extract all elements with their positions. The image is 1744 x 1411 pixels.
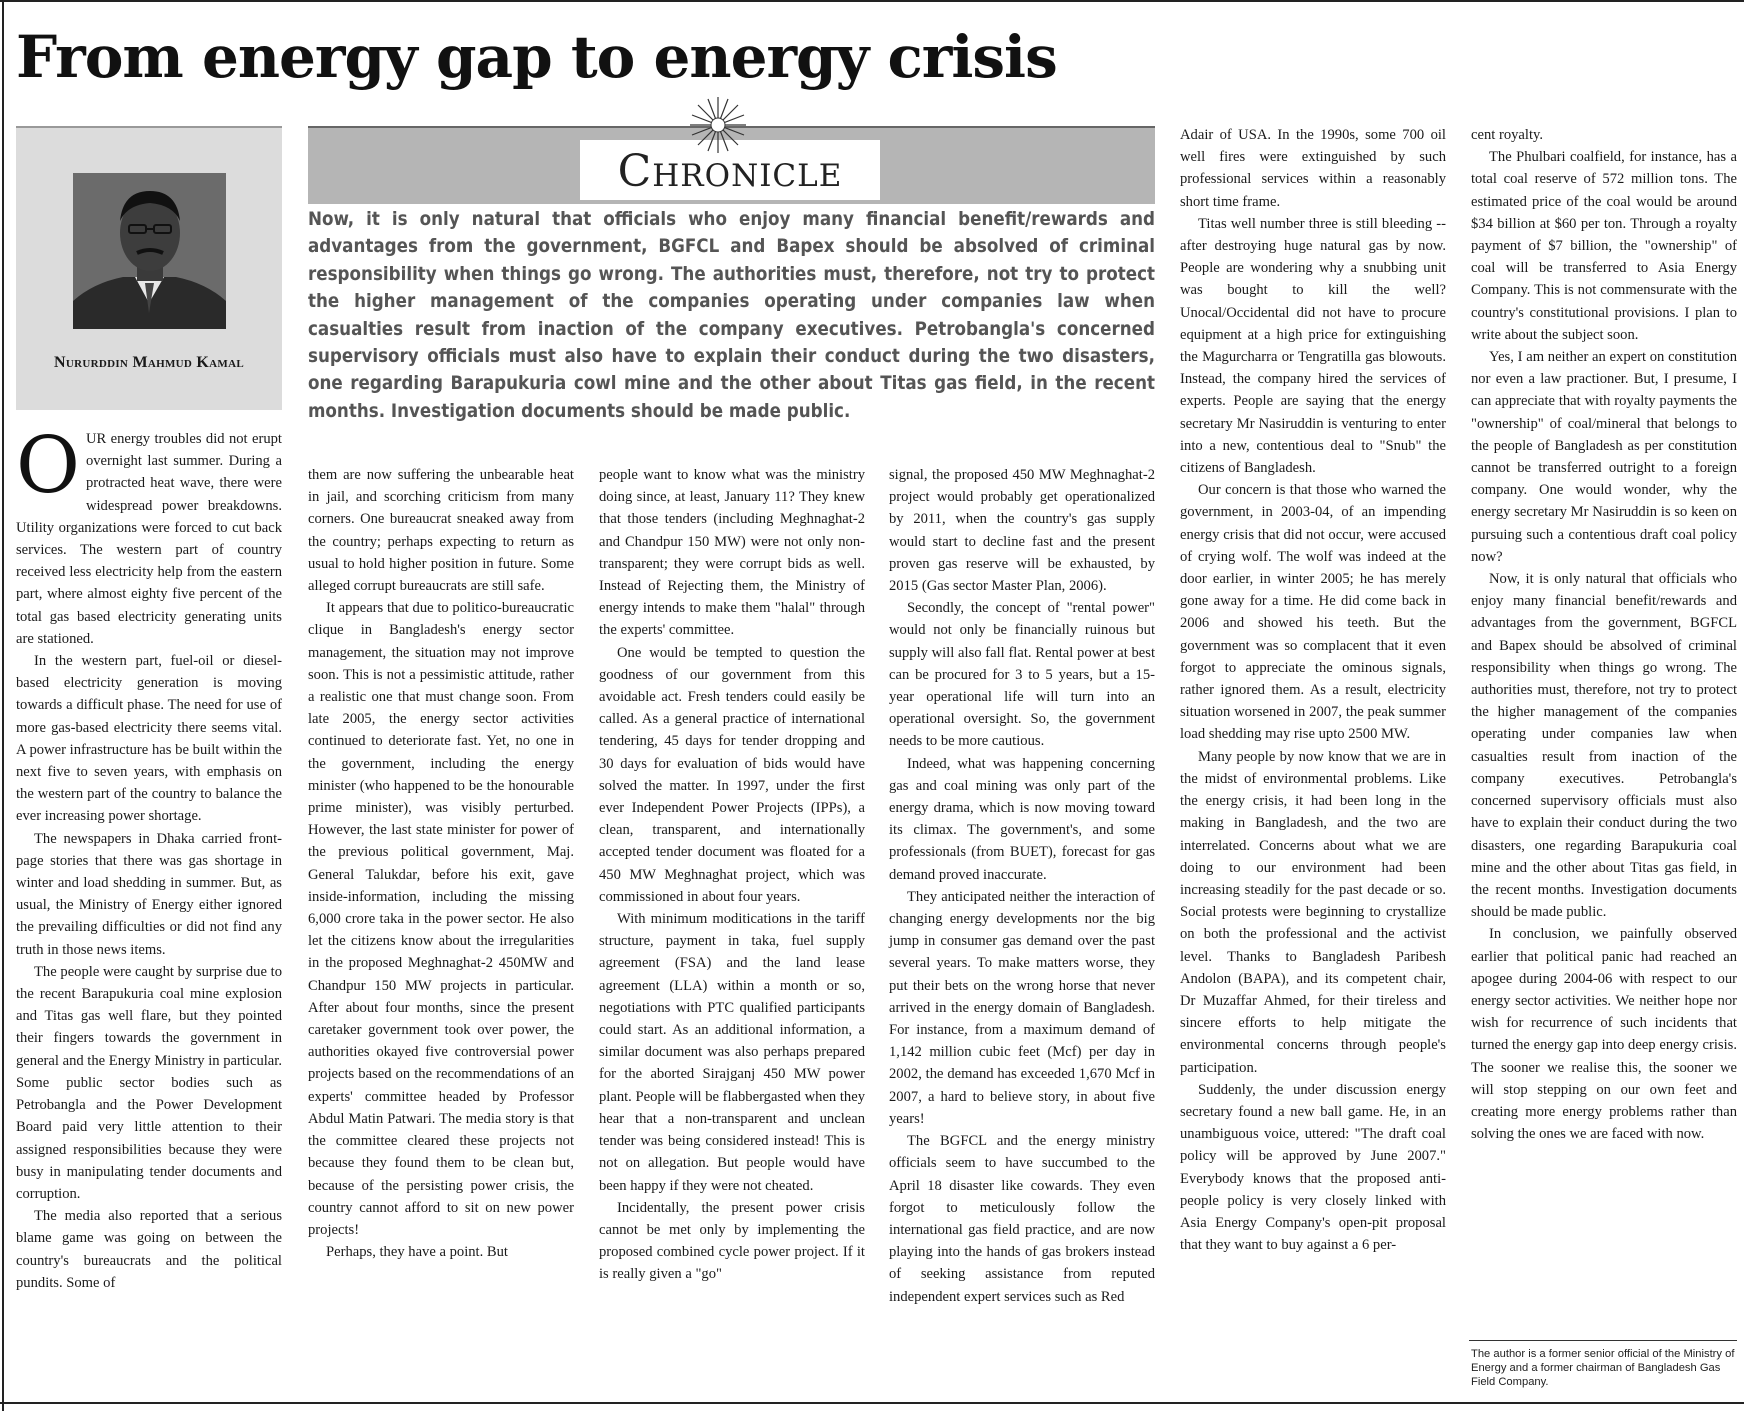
column-1 xyxy=(16,421,282,1294)
column-3 xyxy=(599,464,865,1286)
paragraph: Suddenly, the under discussion energy secretary found a new ball game. He, in an unambiguous voice, uttered: "The draft coal policy will be approved by June 2007." Everybody knows that the proposed anti-people policy is very closely linked with Asia Energy Company's open-pit proposal that they want to buy against a 6 per- xyxy=(1180,1081,1446,1254)
paragraph: Many people by now know that we are in the midst of environmental problems. Like the energy crisis, it had been long in the making in Bangladesh, and the two are interrelated. Concerns about what we are doing to our environment had been increasing steadily for the past decade or so. Social protests were beginning to crystallize on both the professional and the activist level. Thanks to Bangladesh Paribesh Andolon (BAPA), and its competent chair, Dr Muzaffar Ahmed, for their tireless and sincere efforts to help mitigate the environmental concerns through people's participation. xyxy=(1180,748,1446,1076)
author-box xyxy=(16,126,282,410)
paragraph: In the western part, fuel-oil or diesel-based electricity generation is moving towards a difficult phase. The need for use of more gas-based electricity there seems vital. A power infrastructure has be built within the next five to seven years, with emphasis on the western part of the country to balance the ever increasing power shortage. xyxy=(16,653,282,825)
paragraph: The people were caught by surprise due to the recent Barapukuria coal mine explosion and Titas gas well flare, but they pointed their fingers towards the government in general and the Energy Ministry in particular. Some public sector bodies such as Petrobangla and the Power Development Board paid very little attention to their assigned responsibilities because they were busy in manipulating tender documents and corruption. xyxy=(16,963,282,1202)
paragraph: The media also reported that a serious blame game was going on between the country's bureaucrats and the political pundits. Some of xyxy=(16,1208,282,1291)
paragraph: UR energy troubles did not erupt overnight last summer. During a protracted heat wave, there were widespread power breakdowns. Utility organizations were forced to cut back services. The western part of country received less electricity help from the eastern part, where almost eighty five percent of the total gas based electricity generating units are stationed. xyxy=(16,431,282,647)
column-4 xyxy=(889,464,1155,1308)
paragraph: Perhaps, they have a point. But xyxy=(326,1244,508,1261)
paragraph: people want to know what was the ministry doing since, at least, January 11? They knew that those tenders (including Meghnaghat-2 and Chandpur 150 MW) were not only non-transparent; they were corrupt bids as well. Instead of Rejecting them, the Ministry of energy intends to make them "halal" through the experts' committee. xyxy=(599,467,865,639)
paragraph: Titas well number three is still bleeding -- after destroying huge natural gas by now. People are wondering why a snubbing unit was bought to kill the well? Unocal/Occidental did not have to procure equipment at a high price for extinguishing the Magurcharra or Tengratilla gas blowouts. Instead, the company hired the services of experts. People are saying that the energy secretary Mr Nasiruddin is venturing to enter into a new, contentious deal to "Snub" the citizens of Bangladesh. xyxy=(1180,215,1446,477)
paragraph: Secondly, the concept of "rental power" would not only be financially ruinous but supply will also fall flat. Rental power at best can be procured for 3 to 5 years, but a 15-year operational life will turn into an operational oversight. So, the government needs to be more cautious. xyxy=(889,600,1155,750)
column-5 xyxy=(1180,124,1446,1256)
bottom-rule xyxy=(0,1402,1744,1404)
paragraph: Incidentally, the present power crisis cannot be met only by implementing the proposed combined cycle power project. If it is really given a "go" xyxy=(599,1199,865,1283)
column-2 xyxy=(308,464,574,1263)
author-footnote: The author is a former senior official of the Ministry of Energy and a former chairman of Bangladesh Gas Field Company. xyxy=(1471,1348,1735,1388)
paragraph: Indeed, what was happening concerning gas and coal mining was only part of the energy drama, which is now moving toward its climax. The government's, and some professionals (from BUET), forecast for gas demand proved inaccurate. xyxy=(889,755,1155,883)
author-portrait-icon xyxy=(73,173,226,329)
paragraph: Yes, I am neither an expert on constitution nor even a law practioner. But, I presume, I can appreciate that with royalty payments the "ownership" of coal/mineral that belongs to the people of Bangladesh as per constitution cannot be transferred outright to a foreign company. One would wonder, why the energy secretary Mr Nasiruddin is so keen on pursuing such a contentious draft coal policy now? xyxy=(1471,349,1737,565)
top-rule xyxy=(0,0,1744,2)
paragraph: The BGFCL and the energy ministry officials seem to have succumbed to the April 18 disaster like cowards. They even forgot to meticulously follow the international gas field practice, and are now playing into the hands of gas brokers instead of seeking assistance from reputed independent expert services such as Red xyxy=(889,1133,1155,1305)
footnote-rule xyxy=(1469,1340,1737,1341)
paragraph: In conclusion, we painfully observed earlier that political panic had reached an apogee during 2004-06 with respect to our energy sector activities. We neither hope nor wish for recurrence of such incidents that turned the energy gap into deep energy crisis. The sooner we realise this, the sooner we will stop stepping on our own feet and creating more energy problems rather than solving the ones we are faced with now. xyxy=(1471,926,1737,1143)
sunburst-icon xyxy=(690,97,746,153)
paragraph: The newspapers in Dhaka carried front-page stories that there was gas shortage in winter and load shedding in summer. But, as usual, the Ministry of Energy either ignored the prevailing difficulties or did not find any truth in those news items. xyxy=(16,830,282,958)
paragraph: Adair of USA. In the 1990s, some 700 oil well fires were extinguished by such professional services within a reasonably short time frame. xyxy=(1180,127,1446,210)
paragraph: The Phulbari coalfield, for instance, has a total coal reserve of 572 million tons. The estimated price of the coal would be around $34 billion at $60 per ton. Through a royalty payment of $7 billion, the "ownership" of coal will be transferred to Asia Energy Company. This is not commensurate with the country's constitutional provisions. I plan to write about the subject soon. xyxy=(1471,149,1737,343)
paragraph: them are now suffering the unbearable heat in jail, and scorching criticism from many corners. One bureaucrat sneaked away from the country; perhaps expecting to return as usual to hold higher position in future. Some alleged corrupt bureaucrats are still safe. xyxy=(308,467,574,595)
paragraph: It appears that due to politico-bureaucratic clique in Bangladesh's energy sector management, the situation may not improve soon. This is not a pessimistic attitude, rather a realistic one that must change soon. From late 2005, the energy sector activities continued to deteriorate fast. Yet, no one in the government, including the energy minister (who happened to be the honourable prime minister), was visibly perturbed. However, the last state minister for power of the previous political government, Maj. General Talukdar, before his exit, gave inside-information, including the missing 6,000 crore taka in the power sector. He also let the citizens know about the irregularities in the proposed Meghnaghat-2 450MW and Chandpur 150 MW projects in particular. After about four months, since the present caretaker government took over power, the authorities okayed five controversial power projects based on the recommendations of an experts' committee headed by Professor Abdul Matin Patwari. The media story is that the committee cleared these projects not because they found them to be clean but, because of the persisting power crisis, the country cannot afford to sit on new power projects! xyxy=(308,600,574,1238)
left-rule xyxy=(2,0,4,1411)
paragraph: signal, the proposed 450 MW Meghnaghat-2 project would probably get operationalized by 2011, when the country's gas supply would start to decline fast and the present proven gas reserve will be exhausted, by 2015 (Gas sector Master Plan, 2006). xyxy=(889,467,1155,595)
paragraph: One would be tempted to question the goodness of our government from this avoidable act. Fresh tenders could easily be called. As a general practice of international tendering, 45 days for tender dropping and 30 days for evaluation of bids would have solved the matter. In 1997, under the first ever Independent Power Projects (IPPs), a clean, transparent, and internationally accepted tender document was floated for a 450 MW Meghnaghat project, which was commissioned in about four years. xyxy=(599,644,865,905)
paragraph: With minimum moditications in the tariff structure, payment in taka, fuel supply agreement (FSA) and the land lease agreement (LLA) within a month or so, negotiations with PTC qualified participants could start. As an additional information, a similar document was also perhaps prepared for the aborted Sirajganj 450 MW power plant. People will be flabbergasted when they hear that a non-transparent and unclean tender was being considered instead! This is not on allegation. But people would have been happy if they were not cheated. xyxy=(599,911,865,1194)
paragraph: cent royalty. xyxy=(1471,127,1543,143)
column-6 xyxy=(1471,124,1737,1145)
headline: From energy gap to energy crisis xyxy=(16,23,1057,91)
section-label: Chronicle xyxy=(580,140,880,200)
drop-cap: O xyxy=(16,421,80,511)
author-photo xyxy=(73,173,226,329)
standfirst: Now, it is only natural that officials who enjoy many financial benefit/rewards and advantages from the government, BGFCL and Bapex should be absolved of criminal responsibility when things go wrong. The authorities must, therefore, not try to protect the higher management of the companies operating under companies law when casualties result from inaction of the company executives. Petrobangla's concerned supervisory officials must also have to explain their conduct during the two disasters, one regarding Barapukuria cowl mine and the other about Titas gas field, in the recent months. Investigation documents should be made public. xyxy=(308,209,1155,422)
paragraph: They anticipated neither the interaction of changing energy developments nor the big jump in consumer gas demand over the past several years. To make matters worse, they put their bets on the wrong horse that never arrived in the energy domain of Bangladesh. For instance, from a maximum demand of 1,142 million cubic feet (Mcf) per day in 2002, the demand has exceeded 1,670 Mcf in 2007, a hard to believe story, in about five years! xyxy=(889,888,1155,1127)
paragraph: Our concern is that those who warned the government, in 2003-04, of an impending energy crisis that did not occur, were accused of crying wolf. The wolf was indeed at the door earlier, in winter 2005; he has merely gone away for a time. He did come back in 2006 and showed his teeth. But the government was so complacent that it even forgot to appreciate the ominous signals, rather ignored them. As a result, electricity situation worsened in 2007, the peak summer load shedding may rise upto 2500 MW. xyxy=(1180,482,1446,743)
author-byline: Nururddin Mahmud Kamal xyxy=(54,354,244,371)
paragraph: Now, it is only natural that officials who enjoy many financial benefit/rewards and advantages from the government, BGFCL and Bapex should be absolved of criminal responsibility when things go wrong. The authorities must, therefore, not try to protect the higher management of the companies operating under companies law when casualties result from inaction of the company executives. Petrobangla's concerned supervisory officials must also have to explain their conduct during the two disasters, one regarding Barapukuria coal mine and the other about Titas gas field, in the recent months. Investigation documents should be made public. xyxy=(1471,571,1737,921)
